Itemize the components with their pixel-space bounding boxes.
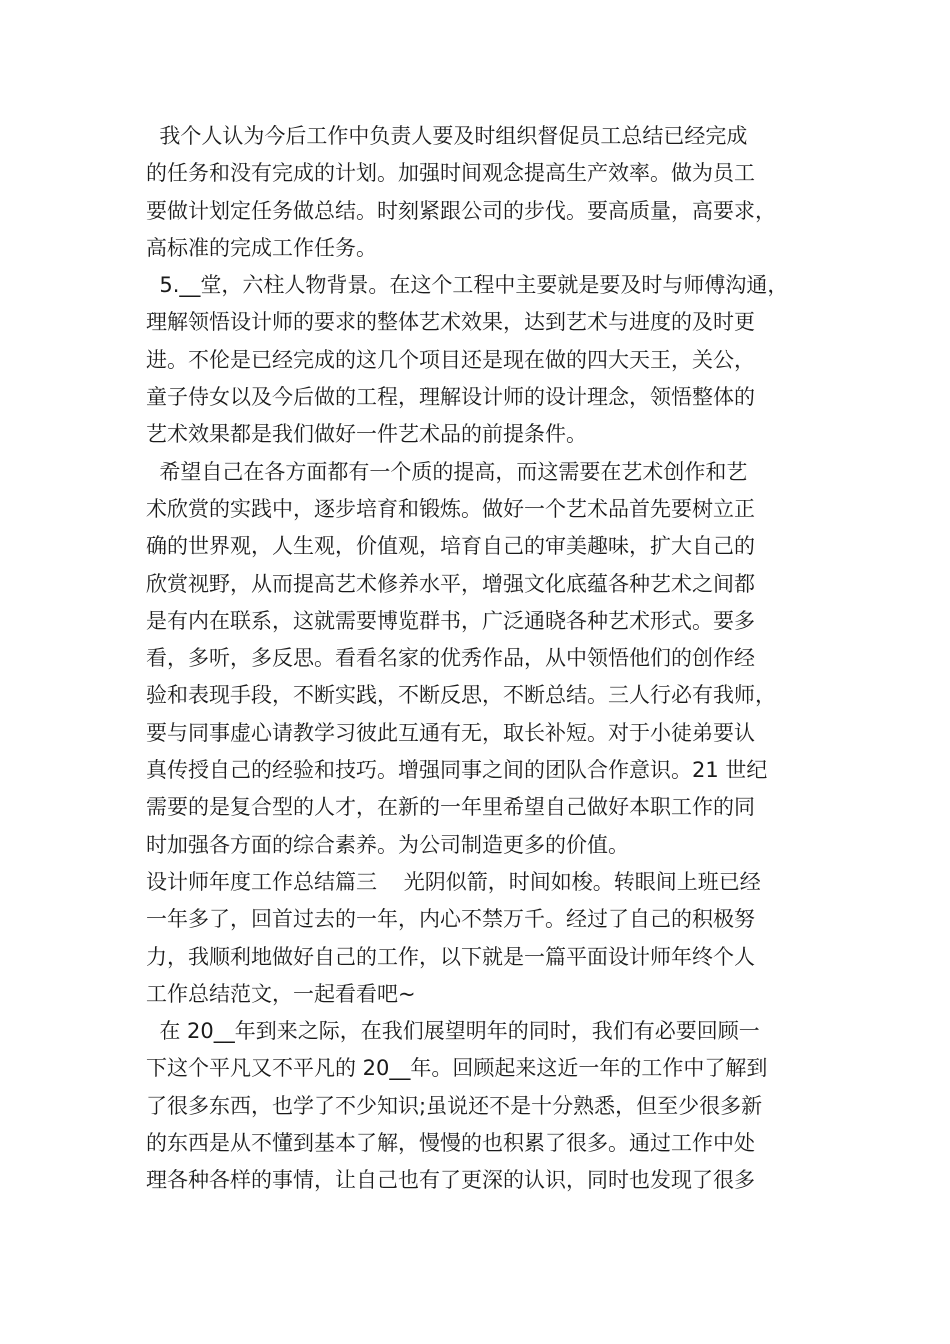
document-body (146, 118, 810, 1200)
text-line: 一年多了，回首过去的一年，内心不禁万千。经过了自己的积极努 (146, 907, 755, 932)
text-line: 的东西是从不懂到基本了解，慢慢的也积累了很多。通过工作中处 (146, 1131, 755, 1156)
text-line: 希望自己在各方面都有一个质的提高，而这需要在艺术创作和艺 (146, 459, 748, 484)
text-line: 的任务和没有完成的计划。加强时间观念提高生产效率。做为员工 (146, 161, 755, 186)
section-heading-line: 设计师年度工作总结篇三 光阴似箭，时间如梭。转眼间上班已经 (146, 869, 761, 894)
text-line: 童子侍女以及今后做的工程，理解设计师的设计理念，领悟整体的 (146, 385, 755, 410)
text-line: 是有内在联系，这就需要博览群书，广泛通晓各种艺术形式。要多 (146, 608, 755, 633)
text-line: 我个人认为今后工作中负责人要及时组织督促员工总结已经完成 (146, 124, 748, 148)
text-line: 术欣赏的实践中，逐步培育和锻炼。做好一个艺术品首先要树立正 (146, 496, 755, 521)
text-line: 理解领悟设计师的要求的整体艺术效果，达到艺术与进度的及时更 (146, 310, 755, 335)
text-line: 要与同事虚心请教学习彼此互通有无，取长补短。对于小徒弟要认 (146, 720, 755, 745)
text-line: 工作总结范文，一起看看吧~ (146, 981, 416, 1006)
text-line: 进。不伦是已经完成的这几个项目还是现在做的四大天王，关公， (146, 347, 755, 372)
text-line: 看，多听，多反思。看看名家的优秀作品，从中领悟他们的创作经 (146, 646, 755, 671)
text-line: 高标准的完成工作任务。 (146, 235, 377, 260)
text-line: 欣赏视野，从而提高艺术修养水平，增强文化底蕴各种艺术之间都 (146, 571, 755, 596)
text-line: 确的世界观，人生观，价值观，培育自己的审美趣味，扩大自己的 (146, 534, 755, 559)
text-line: 了很多东西，也学了不少知识;虽说还不是十分熟悉，但至少很多新 (146, 1093, 763, 1118)
text-line: 理各种各样的事情，让自己也有了更深的认识，同时也发现了很多 (146, 1168, 755, 1193)
text-line: 验和表现手段，不断实践，不断反思，不断总结。三人行必有我师， (146, 683, 776, 708)
text-line: 5.__堂，六柱人物背景。在这个工程中主要就是要及时与师傅沟通， (146, 273, 789, 298)
text-line: 下这个平凡又不平凡的 20__年。回顾起来这近一年的工作中了解到 (146, 1056, 768, 1081)
text-line: 需要的是复合型的人才，在新的一年里希望自己做好本职工作的同 (146, 795, 755, 820)
text-line: 要做计划定任务做总结。时刻紧跟公司的步伐。要高质量，高要求， (146, 198, 776, 223)
text-line: 艺术效果都是我们做好一件艺术品的前提条件。 (146, 422, 587, 447)
text-line: 在 20__年到来之际，在我们展望明年的同时，我们有必要回顾一 (146, 1019, 760, 1044)
text-line: 时加强各方面的综合素养。为公司制造更多的价值。 (146, 832, 629, 857)
text-line: 力，我顺利地做好自己的工作，以下就是一篇平面设计师年终个人 (146, 944, 755, 969)
text-line: 真传授自己的经验和技巧。增强同事之间的团队合作意识。21 世纪 (146, 758, 768, 783)
